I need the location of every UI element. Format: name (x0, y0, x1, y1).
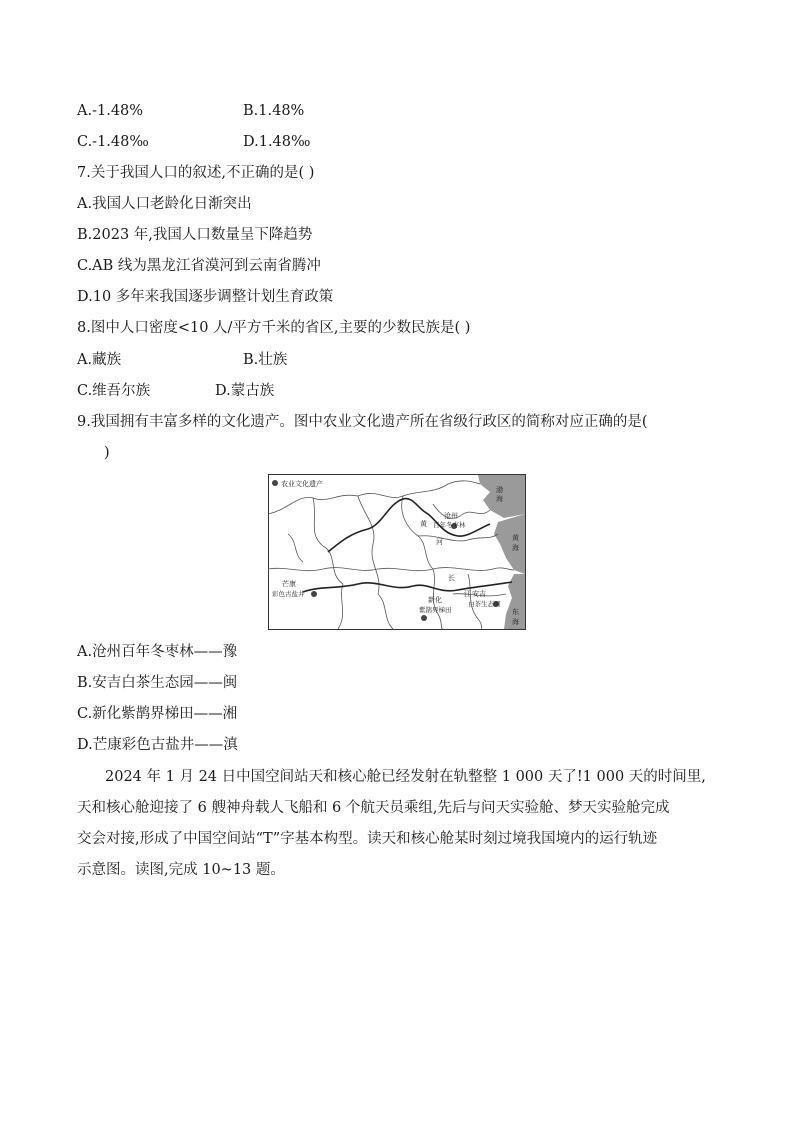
huanghai-label-2: 海 (512, 544, 519, 552)
cangzhou-label-1: 沧州 (444, 512, 458, 520)
q6-option-c: C.-1.48‰ (77, 134, 149, 150)
q9-stem-close-paren: ) (104, 445, 110, 461)
q7-option-c: C.AB 线为黑龙江省漠河到云南省腾冲 (77, 258, 321, 274)
heritage-map (268, 474, 526, 630)
xinhua-label-1: 新化 (428, 596, 442, 604)
legend-dot-icon (272, 480, 278, 486)
bohai-label-1: 渤 (496, 486, 503, 494)
yangtze-label-1: 长 (448, 574, 455, 582)
yellow-river-label-1: 黄 (420, 520, 427, 528)
passage-line-2: 天和核心舱迎接了 6 艘神舟载人飞船和 6 个航天员乘组,先后与问天实验舱、梦天实验舱完成 (77, 800, 670, 816)
q7-option-d: D.10 多年来我国逐步调整计划生育政策 (77, 289, 334, 305)
yangtze-label-2: 江 (464, 590, 471, 598)
passage-line-4: 示意图。读图,完成 10~13 题。 (77, 862, 285, 878)
anji-label-1: 安吉 (472, 590, 486, 598)
passage-line-3: 交会对接,形成了中国空间站“T”字基本构型。读天和核心舱某时刻过境我国境内的运行轨迹 (77, 831, 658, 847)
bohai-label-2: 海 (496, 495, 503, 503)
cangzhou-label-2: 百年冬枣林 (433, 521, 466, 529)
xinhua-marker-icon (421, 615, 427, 621)
legend-label: 农业文化遗产 (281, 480, 323, 488)
yellow-river-label-2: 河 (436, 538, 443, 546)
q9-option-d: D.芒康彩色古盐井——滇 (77, 737, 238, 753)
xinhua-label-2: 紫鹊界梯田 (419, 606, 452, 614)
mangkang-marker-icon (311, 591, 317, 597)
donghai-label-1: 东 (512, 608, 519, 616)
q6-option-d: D.1.48‰ (243, 134, 311, 150)
passage-line-1: 2024 年 1 月 24 日中国空间站天和核心舱已经发射在轨整整 1 000 天了!1 000 天的时间里, (105, 769, 706, 785)
donghai-label-2: 海 (512, 618, 519, 626)
anji-label-2: 白茶生态园 (468, 600, 501, 608)
q6-option-b: B.1.48% (243, 103, 305, 119)
q7-option-b: B.2023 年,我国人口数量呈下降趋势 (77, 227, 313, 243)
mangkang-label-2: 彩色古盐井 (272, 590, 305, 598)
q9-stem: 9.我国拥有丰富多样的文化遗产。图中农业文化遗产所在省级行政区的简称对应正确的是( (77, 414, 648, 430)
mangkang-label-1: 芒康 (282, 580, 296, 588)
q8-option-c: C.维吾尔族 (77, 383, 151, 399)
q7-stem: 7.关于我国人口的叙述,不正确的是( ) (77, 165, 315, 181)
q9-option-a: A.沧州百年冬枣林——豫 (77, 644, 238, 660)
huanghai-label-1: 黄 (512, 534, 519, 542)
q9-option-c: C.新化紫鹊界梯田——湘 (77, 706, 238, 722)
q9-option-b: B.安吉白茶生态园——闽 (77, 675, 238, 691)
q6-option-a: A.-1.48% (77, 103, 144, 119)
q8-option-a: A.藏族 (77, 352, 122, 368)
q8-stem: 8.图中人口密度<10 人/平方千米的省区,主要的少数民族是( ) (77, 320, 471, 336)
q7-option-a: A.我国人口老龄化日渐突出 (77, 196, 252, 212)
q8-option-b: B.壮族 (243, 352, 288, 368)
q8-option-d: D.蒙古族 (215, 383, 275, 399)
